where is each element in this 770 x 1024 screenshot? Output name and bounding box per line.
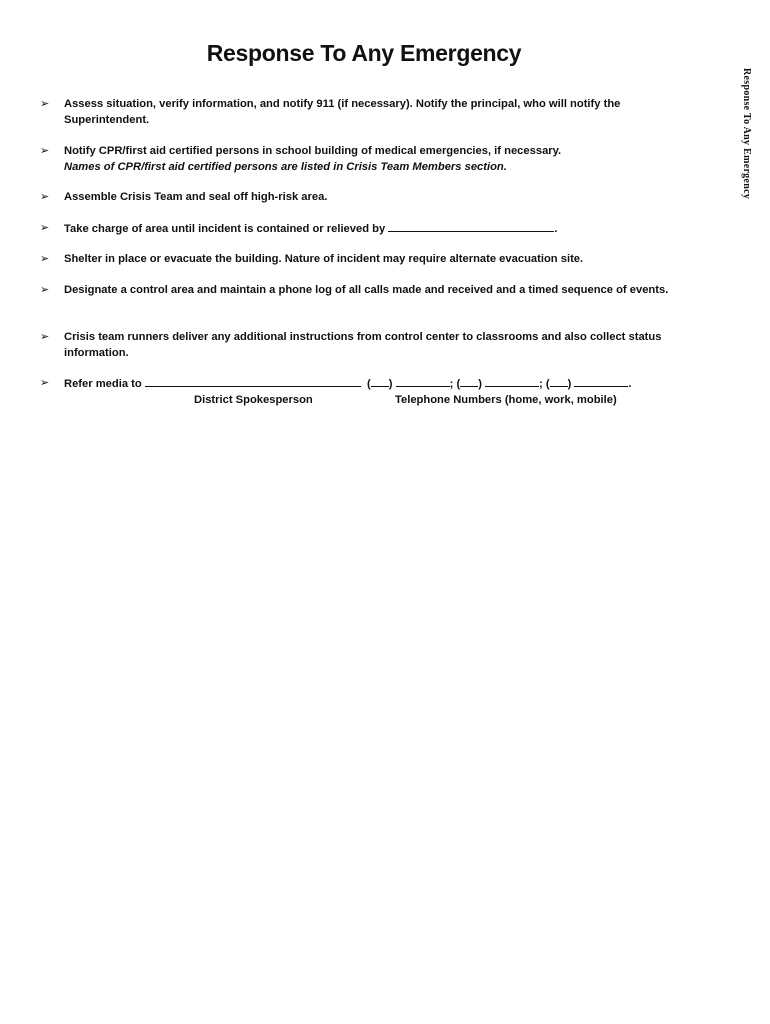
relieved-by-blank [388, 221, 554, 232]
spokesperson-blank [145, 376, 361, 387]
list-item [40, 283, 670, 299]
item-text: Notify CPR/first aid certified persons in school building of medical emergencies, if necessary. [64, 145, 562, 157]
list-item [40, 330, 670, 361]
phone-number-blank [574, 376, 628, 387]
list-item [40, 221, 670, 238]
bullet-arrow-icon: ➢ [40, 191, 50, 203]
bullet-arrow-icon: ➢ [40, 284, 50, 296]
area-code-blank [550, 376, 568, 387]
item-text: Crisis team runners deliver any additional instructions from control center to classrooms and also collect status information. [64, 331, 662, 359]
item-text-end: . [554, 223, 558, 235]
phone-number-blank [396, 376, 450, 387]
item-text: Refer media to [64, 378, 142, 390]
phone-close: ) [478, 378, 482, 390]
item-text: Assemble Crisis Team and seal off high-risk area. [64, 191, 328, 203]
phone-open: ( [456, 378, 461, 390]
spokesperson-caption: District Spokesperson [194, 393, 313, 406]
item-text: Shelter in place or evacuate the building. Nature of incident may require alternate evacuation site. [64, 253, 584, 265]
item-text-line [64, 221, 670, 238]
list-item [40, 97, 670, 128]
phone-open: ( [545, 378, 550, 390]
item-text: Designate a control area and maintain a phone log of all calls made and received and a timed sequence of events. [64, 284, 669, 296]
phone-close: ) [388, 378, 393, 390]
list-item [40, 190, 670, 206]
separator: ; [449, 378, 454, 390]
separator: ; [539, 378, 543, 390]
list-item [40, 252, 670, 268]
phone-number-blank [485, 376, 539, 387]
item-note: Names of CPR/first aid certified persons are listed in Crisis Team Members section. [64, 160, 507, 173]
media-line [64, 376, 670, 393]
page-title: Response To Any Emergency [206, 40, 522, 66]
side-tab-label: Response To Any Emergency [741, 68, 752, 200]
bullet-arrow-icon: ➢ [40, 253, 50, 265]
line-end: . [628, 378, 632, 390]
list-item [40, 376, 670, 409]
bullet-arrow-icon: ➢ [40, 98, 50, 110]
phone-open: ( [367, 378, 371, 390]
bullet-arrow-icon: ➢ [40, 331, 50, 343]
item-text: Take charge of area until incident is contained or relieved by [64, 223, 386, 235]
bullet-arrow-icon: ➢ [40, 377, 50, 389]
bullet-arrow-icon: ➢ [40, 145, 50, 157]
list-item [40, 144, 670, 175]
phone-close: ) [567, 378, 572, 390]
area-code-blank [460, 376, 478, 387]
item-text: Assess situation, verify information, and notify 911 (if necessary). Notify the principal, who will notify the Superintendent. [64, 98, 621, 126]
bullet-arrow-icon: ➢ [40, 222, 50, 234]
phone-numbers-caption: Telephone Numbers (home, work, mobile) [395, 393, 617, 406]
caption-row [40, 393, 670, 409]
area-code-blank [371, 376, 389, 387]
